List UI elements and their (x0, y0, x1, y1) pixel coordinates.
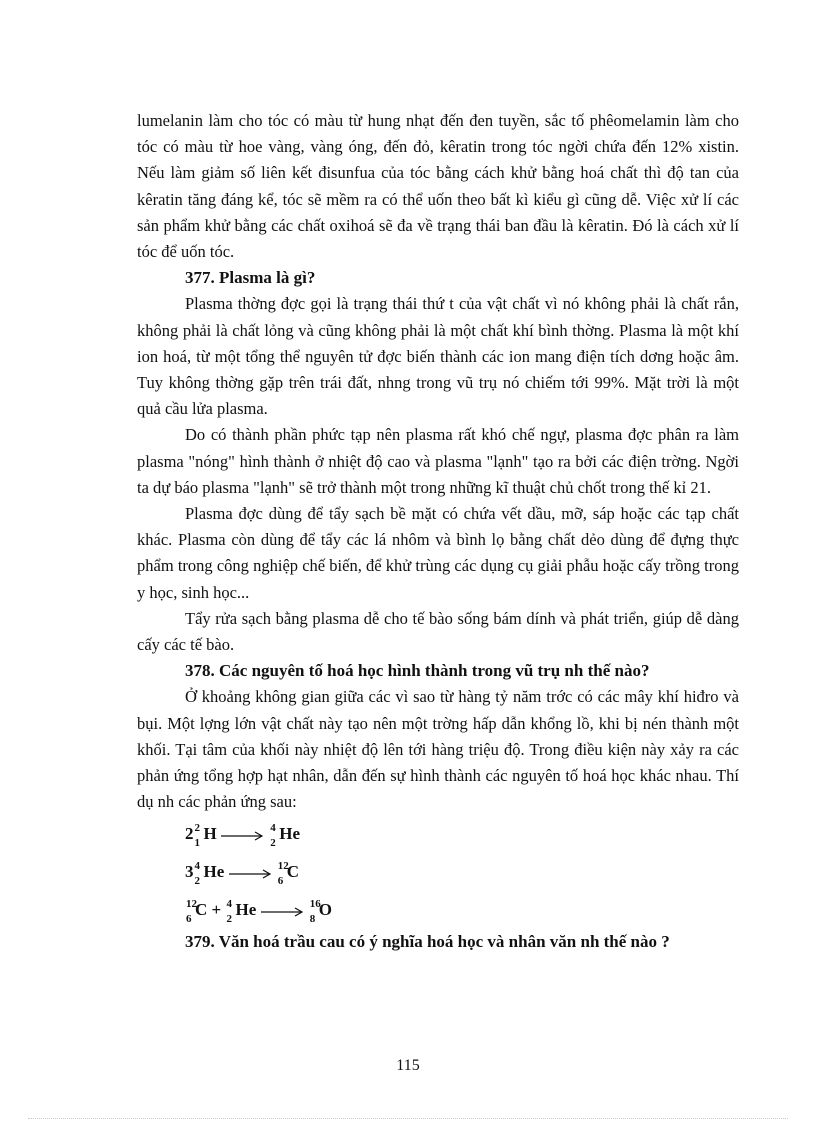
reaction-3-reactant1-atomic: 6 (186, 912, 192, 925)
reaction-2-product-symbol: C (286, 862, 300, 882)
reaction-1-product-mass: 4 (270, 821, 276, 834)
paragraph-377-2: Do có thành phần phức tạp nên plasma rất khó chế ngự, plasma đợc phân ra làm plasma "nóng" hình thành ở nhiệt độ cao và plasma "lạnh" tạo ra bởi các điện trờng. Ngời ta dự báo plasma "lạnh" sẽ trở thành một trong những kĩ thuật chủ chốt trong thế kỉ 21. (137, 425, 739, 497)
reaction-1-reactant-atomic: 1 (194, 836, 200, 849)
heading-378: 378. Các nguyên tố hoá học hình thành trong vũ trụ nh thế nào? (185, 661, 650, 681)
page-number: 115 (396, 1057, 420, 1074)
reaction-1-product-atomic: 2 (270, 836, 276, 849)
reaction-2-product-atomic: 6 (277, 874, 284, 887)
reaction-2-reactant-mass: 4 (194, 859, 200, 872)
reaction-3-product-mass: 16 (309, 897, 321, 910)
reaction-3-product-symbol: O (318, 900, 332, 920)
reaction-1 (137, 815, 739, 853)
paragraph-377-1: Plasma thờng đợc gọi là trạng thái thứ t của vật chất vì nó không phải là chất rắn, không phải là chất lỏng và cũng không phải là một chất khí bình thờng. Plasma là một khí ion hoá, từ một tổng thể nguyên tử đợc biến thành các ion mang điện tích dơng hoặc âm. Tuy không thờng gặp trên trái đất, nhng trong vũ trụ nó chiếm tới 99%. Mặt trời là một quả cầu lửa plasma. (137, 294, 739, 419)
reaction-2 (137, 853, 739, 891)
page-bottom-divider (28, 1118, 788, 1119)
reaction-2-reactant-symbol: He (203, 862, 225, 882)
reaction-3-reactant2-mass: 4 (226, 897, 232, 910)
reaction-2-product-mass: 12 (277, 859, 289, 872)
reaction-3-plus: + (211, 900, 222, 920)
reaction-3 (137, 891, 739, 929)
paragraph-377-4: Tẩy rửa sạch bằng plasma dễ cho tế bào sống bám dính và phát triển, giúp dễ dàng cấy các tế bào. (137, 608, 739, 655)
paragraph-377-3: Plasma đợc dùng để tẩy sạch bề mặt có chứa vết dầu, mỡ, sáp hoặc các tạp chất khác. Plasma còn dùng để tẩy các lá nhôm và bình lọ bằng chất dẻo dùng để đựng thực phẩm trong công nghiệp chế biến, để khử trùng các dụng cụ giải phẫu hoặc cấy trồng trong y học, sinh học... (137, 504, 739, 602)
page-body (137, 108, 739, 956)
reaction-2-coefficient: 3 (185, 862, 194, 882)
reaction-3-arrow-icon (261, 907, 305, 917)
reaction-1-reactant-symbol: H (203, 824, 217, 844)
paragraph-378-1: Ở khoảng không gian giữa các vì sao từ hàng tỷ năm trớc có các mây khí hiđro và bụi. Một lợng lớn vật chất này tạo nên một trờng hấp dẫn khổng lồ, khi bị nén thành một khối. Tại tâm của khối này nhiệt độ lên tới hàng triệu độ. Trong điều kiện này xảy ra các phản ứng tổng hợp hạt nhân, dẫn đến sự hình thành các nguyên tố hoá học khác nhau. Thí dụ nh các phản ứng sau: (137, 687, 739, 812)
reaction-3-reactant2-symbol: He (235, 900, 257, 920)
reaction-1-arrow-icon (221, 831, 265, 841)
heading-377: 377. Plasma là gì? (185, 268, 316, 288)
reaction-3-reactant2-atomic: 2 (226, 912, 232, 925)
intro-paragraph: lumelanin làm cho tóc có màu từ hung nhạt đến đen tuyền, sắc tố phêomelamin làm cho tóc có màu từ hoe vàng, vàng óng, đến đỏ, kêratin trong tóc ngời chứa đến 12% xistin. Nếu làm giảm số liên kết đisunfua của tóc bằng cách khử bằng hoá chất thì độ tan của kêratin tăng đáng kể, tóc sẽ mềm ra có thể uốn theo bất kì kiểu gì cũng dễ. Việc xử lí các sản phẩm khử bằng các chất oxihoá sẽ đa về trạng thái ban đầu là kêratin. Đó là cách xử lí tóc để uốn tóc. (137, 111, 739, 262)
reaction-1-reactant-mass: 2 (194, 821, 200, 834)
reaction-1-coefficient: 2 (185, 824, 194, 844)
reaction-3-reactant1-symbol: C (195, 900, 208, 920)
reaction-1-product-symbol: He (279, 824, 301, 844)
heading-379: 379. Văn hoá trầu cau có ý nghĩa hoá học và nhân văn nh thế nào ? (185, 932, 670, 952)
reaction-3-reactant1-mass: 12 (186, 897, 197, 910)
reaction-2-reactant-atomic: 2 (194, 874, 200, 887)
reaction-3-product-atomic: 8 (309, 912, 316, 925)
reaction-2-arrow-icon (229, 869, 273, 879)
